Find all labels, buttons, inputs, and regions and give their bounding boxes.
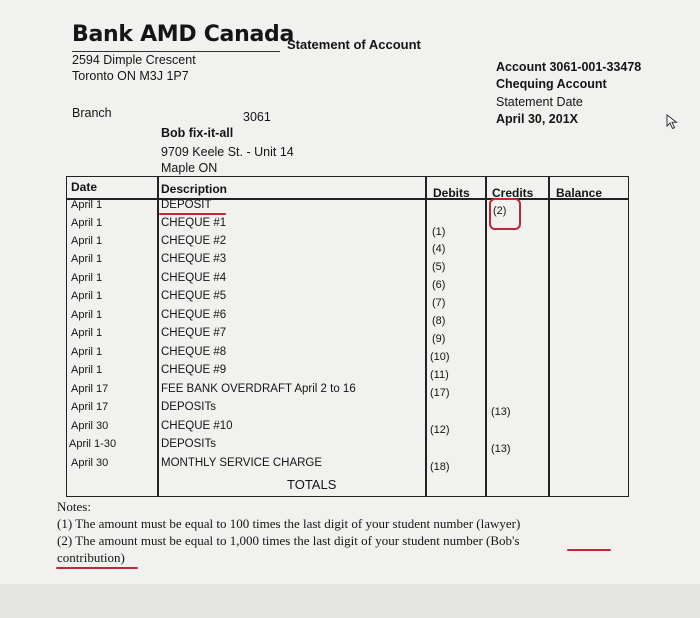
branch-label: Branch — [72, 106, 112, 120]
notes-title: Notes: — [57, 499, 91, 514]
row-debit: (17) — [430, 387, 450, 399]
red-underline-contribution — [56, 567, 138, 569]
row-description: DEPOSITs — [161, 438, 216, 450]
bank-name: Bank AMD Canada — [72, 22, 294, 47]
row-description: CHEQUE #9 — [161, 364, 227, 376]
header-debits: Debits — [433, 186, 470, 200]
row-date: April 17 — [71, 401, 109, 413]
row-date: April 1 — [71, 290, 103, 302]
row-debit: (1) — [432, 226, 446, 238]
row-date: April 1 — [71, 217, 103, 229]
red-underline-deposit — [159, 213, 226, 215]
totals-label: TOTALS — [287, 477, 337, 492]
row-description: MONTHLY SERVICE CHARGE — [161, 457, 323, 469]
customer-city: Maple ON — [161, 161, 218, 175]
row-date: April 1 — [71, 199, 103, 211]
row-debit: (5) — [432, 261, 446, 273]
page-edge-shadow — [0, 584, 700, 618]
row-description: CHEQUE #6 — [161, 309, 227, 321]
row-debit: (12) — [430, 424, 450, 436]
row-date: April 1 — [71, 346, 103, 358]
row-date: April 30 — [71, 420, 109, 432]
branch-number: 3061 — [243, 110, 271, 124]
statement-date: April 30, 201X — [496, 112, 578, 126]
row-description: CHEQUE #4 — [161, 272, 227, 284]
row-debit: (10) — [430, 351, 450, 363]
note-2-continued: contribution) — [57, 550, 125, 565]
customer-name: Bob fix-it-all — [161, 126, 234, 140]
row-description: DEPOSITs — [161, 401, 216, 413]
row-description: CHEQUE #3 — [161, 253, 227, 265]
row-date: April 1 — [71, 235, 103, 247]
title-underline — [72, 51, 280, 52]
row-description: CHEQUE #8 — [161, 346, 227, 358]
row-debit: (18) — [430, 461, 450, 473]
account-type: Chequing Account — [496, 77, 607, 91]
note-1: (1) The amount must be equal to 100 times the last digit of your student number (lawyer) — [57, 516, 521, 531]
bank-address-line1: 2594 Dimple Crescent — [72, 53, 196, 67]
row-description: CHEQUE #2 — [161, 235, 227, 247]
row-date: April 1 — [71, 364, 103, 376]
row-debit: (9) — [432, 333, 446, 345]
row-description: CHEQUE #1 — [161, 217, 227, 229]
row-description: CHEQUE #5 — [161, 290, 227, 302]
row-debit: (11) — [430, 369, 449, 381]
statement-date-label: Statement Date — [496, 95, 583, 109]
row-date: April 1 — [71, 327, 103, 339]
header-balance: Balance — [556, 186, 603, 200]
row-credit: (13) — [491, 443, 511, 455]
statement-title: Statement of Account — [287, 37, 421, 52]
row-debit: (4) — [432, 243, 446, 255]
row-description: CHEQUE #10 — [161, 420, 233, 432]
row-debit: (8) — [432, 315, 446, 327]
customer-street: 9709 Keele St. - Unit 14 — [161, 145, 294, 159]
header-description: Description — [161, 182, 228, 196]
header-date: Date — [71, 180, 98, 194]
account-number: Account 3061-001-33478 — [496, 60, 642, 74]
row-date: April 1 — [71, 309, 103, 321]
row-debit: (7) — [432, 297, 446, 309]
row-credit: (2) — [493, 205, 507, 217]
header-credits: Credits — [492, 186, 534, 200]
red-circle-annotation — [489, 198, 521, 230]
bank-address-line2: Toronto ON M3J 1P7 — [72, 69, 189, 83]
row-date: April 30 — [71, 457, 109, 469]
row-date: April 1 — [71, 272, 103, 284]
row-date: April 1-30 — [69, 438, 117, 450]
note-2: (2) The amount must be equal to 1,000 times the last digit of your student number (Bob's — [57, 533, 520, 548]
mouse-pointer-icon — [666, 114, 680, 130]
row-credit: (13) — [491, 406, 511, 418]
statement-table — [66, 176, 629, 497]
row-date: April 17 — [71, 383, 109, 395]
row-date: April 1 — [71, 253, 103, 265]
row-debit: (6) — [432, 279, 446, 291]
row-description: CHEQUE #7 — [161, 327, 227, 339]
red-underline-bobs — [567, 549, 611, 551]
row-description: DEPOSIT — [161, 199, 212, 211]
row-description: FEE BANK OVERDRAFT April 2 to 16 — [161, 383, 356, 395]
